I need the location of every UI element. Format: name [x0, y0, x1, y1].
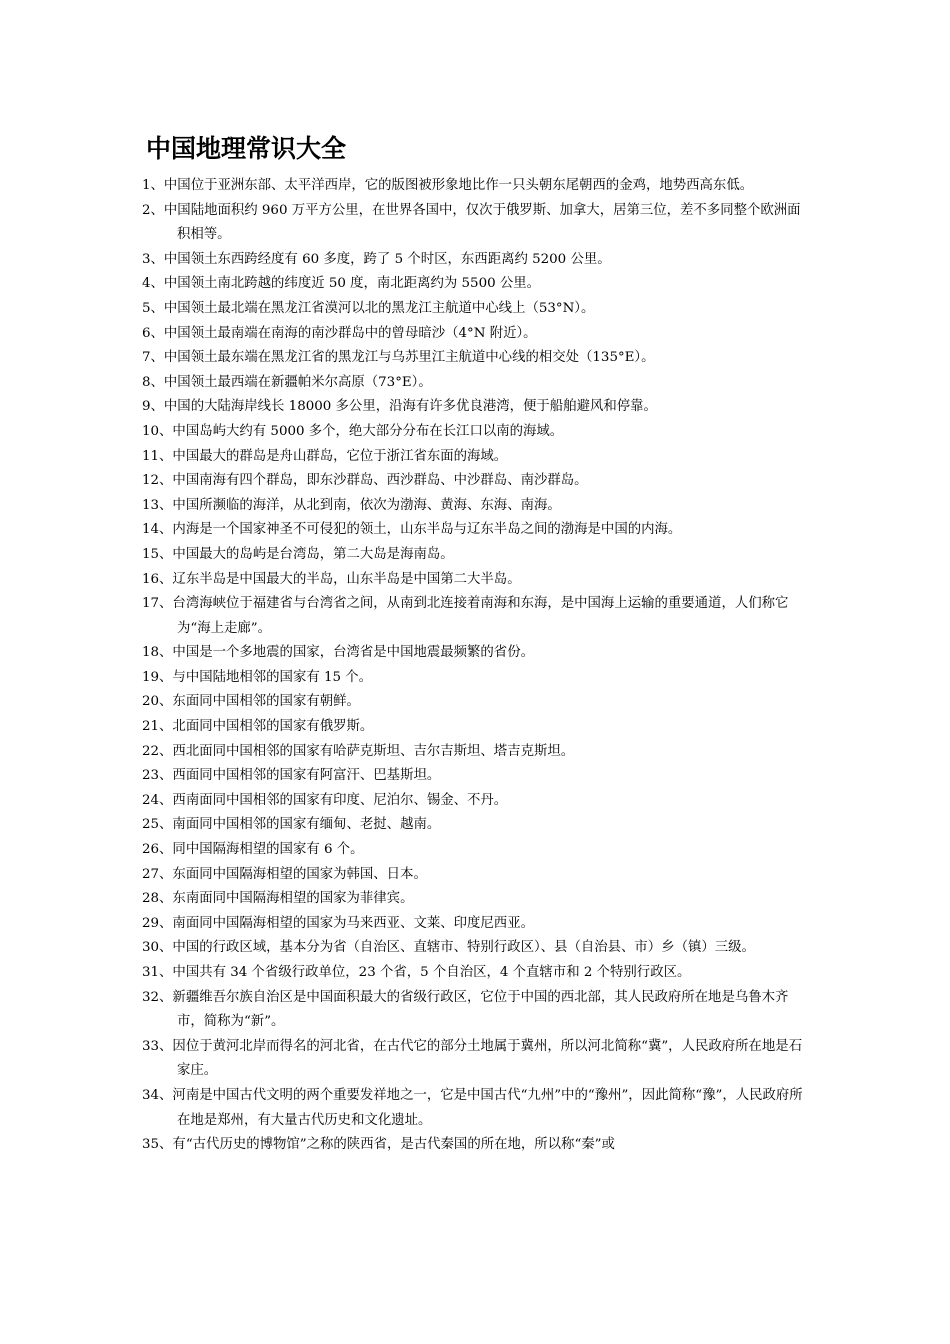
list-item: 13、中国所濒临的海洋，从北到南，依次为渤海、黄海、东海、南海。 — [142, 497, 561, 513]
list-item: 14、内海是一个国家神圣不可侵犯的领土，山东半岛与辽东半岛之间的渤海是中国的内海。 — [142, 522, 682, 538]
list-item: 26、同中国隔海相望的国家有 6 个。 — [142, 842, 364, 858]
list-item: 28、东南面同中国隔海相望的国家为菲律宾。 — [142, 891, 414, 907]
list-item: 11、中国最大的群岛是舟山群岛，它位于浙江省东面的海域。 — [142, 448, 508, 464]
list-item: 34、河南是中国古代文明的两个重要发祥地之一，它是中国古代“九州”中的“豫州”，因此简称“豫”，人民政府所在地是郑州，有大量古代历史和文化遗址。 — [142, 1087, 803, 1128]
list-item: 35、有“古代历史的博物馆”之称的陕西省，是古代秦国的所在地，所以称“秦”或 — [142, 1137, 615, 1153]
list-item: 20、东面同中国相邻的国家有朝鲜。 — [142, 694, 360, 710]
list-item: 15、中国最大的岛屿是台湾岛，第二大岛是海南岛。 — [142, 546, 454, 562]
document-title: 中国地理常识大全 — [146, 134, 347, 163]
list-item: 27、东面同中国隔海相望的国家为韩国、日本。 — [142, 866, 427, 882]
list-item: 12、中国南海有四个群岛，即东沙群岛、西沙群岛、中沙群岛、南沙群岛。 — [142, 473, 588, 489]
list-item: 23、西面同中国相邻的国家有阿富汗、巴基斯坦。 — [142, 768, 441, 784]
list-item: 29、南面同中国隔海相望的国家为马来西亚、文莱、印度尼西亚。 — [142, 915, 534, 931]
list-item: 22、西北面同中国相邻的国家有哈萨克斯坦、吉尔吉斯坦、塔吉克斯坦。 — [142, 743, 575, 759]
list-item: 19、与中国陆地相邻的国家有 15 个。 — [142, 669, 373, 685]
list-item: 1、中国位于亚洲东部、太平洋西岸，它的版图被形象地比作一只头朝东尾朝西的金鸡，地势西高东低。 — [142, 178, 754, 193]
list-item: 3、中国领土东西跨经度有 60 多度，跨了 5 个时区，东西距离约 5200 公里。 — [142, 251, 611, 267]
list-item: 18、中国是一个多地震的国家，台湾省是中国地震最频繁的省份。 — [142, 645, 534, 661]
list-item: 30、中国的行政区域，基本分为省（自治区、直辖市、特别行政区）、县（自治县、市）乡（镇）三级。 — [142, 940, 755, 956]
list-item: 31、中国共有 34 个省级行政单位，23 个省，5 个自治区，4 个直辖市和 2 个特别行政区。 — [142, 965, 691, 980]
list-item: 5、中国领土最北端在黑龙江省漠河以北的黑龙江主航道中心线上（53°N）。 — [142, 300, 595, 316]
list-item: 17、台湾海峡位于福建省与台湾省之间，从南到北连接着南海和东海，是中国海上运输的重要通道，人们称它为“海上走廊”。 — [142, 596, 789, 636]
list-item: 9、中国的大陆海岸线长 18000 多公里，沿海有许多优良港湾，便于船舶避风和停靠。 — [142, 399, 657, 415]
list-item: 10、中国岛屿大约有 5000 多个，绝大部分分布在长江口以南的海域。 — [142, 423, 564, 439]
list-item: 7、中国领土最东端在黑龙江省的黑龙江与乌苏里江主航道中心线的相交处（135°E）。 — [142, 350, 655, 366]
list-item: 8、中国领土最西端在新疆帕米尔高原（73°E）。 — [142, 374, 432, 390]
list-item: 21、北面同中国相邻的国家有俄罗斯。 — [142, 719, 374, 735]
list-item: 6、中国领土最南端在南海的南沙群岛中的曾母暗沙（4°N 附近）。 — [142, 325, 537, 341]
fact-list — [142, 174, 812, 1158]
list-item: 2、中国陆地面积约 960 万平方公里，在世界各国中，仅次于俄罗斯、加拿大，居第三位，差不多同整个欧洲面积相等。 — [142, 202, 801, 243]
list-item: 25、南面同中国相邻的国家有缅甸、老挝、越南。 — [142, 817, 441, 833]
list-item: 16、辽东半岛是中国最大的半岛，山东半岛是中国第二大半岛。 — [142, 571, 521, 587]
list-item: 4、中国领土南北跨越的纬度近 50 度，南北距离约为 5500 公里。 — [142, 276, 541, 292]
list-item: 32、新疆维吾尔族自治区是中国面积最大的省级行政区，它位于中国的西北部，其人民政府所在地是乌鲁木齐市，简称为“新”。 — [142, 989, 789, 1030]
list-item: 33、因位于黄河北岸而得名的河北省，在古代它的部分土地属于冀州，所以河北简称“冀”，人民政府所在地是石家庄。 — [142, 1038, 803, 1079]
list-item: 24、西南面同中国相邻的国家有印度、尼泊尔、锡金、不丹。 — [142, 792, 508, 808]
